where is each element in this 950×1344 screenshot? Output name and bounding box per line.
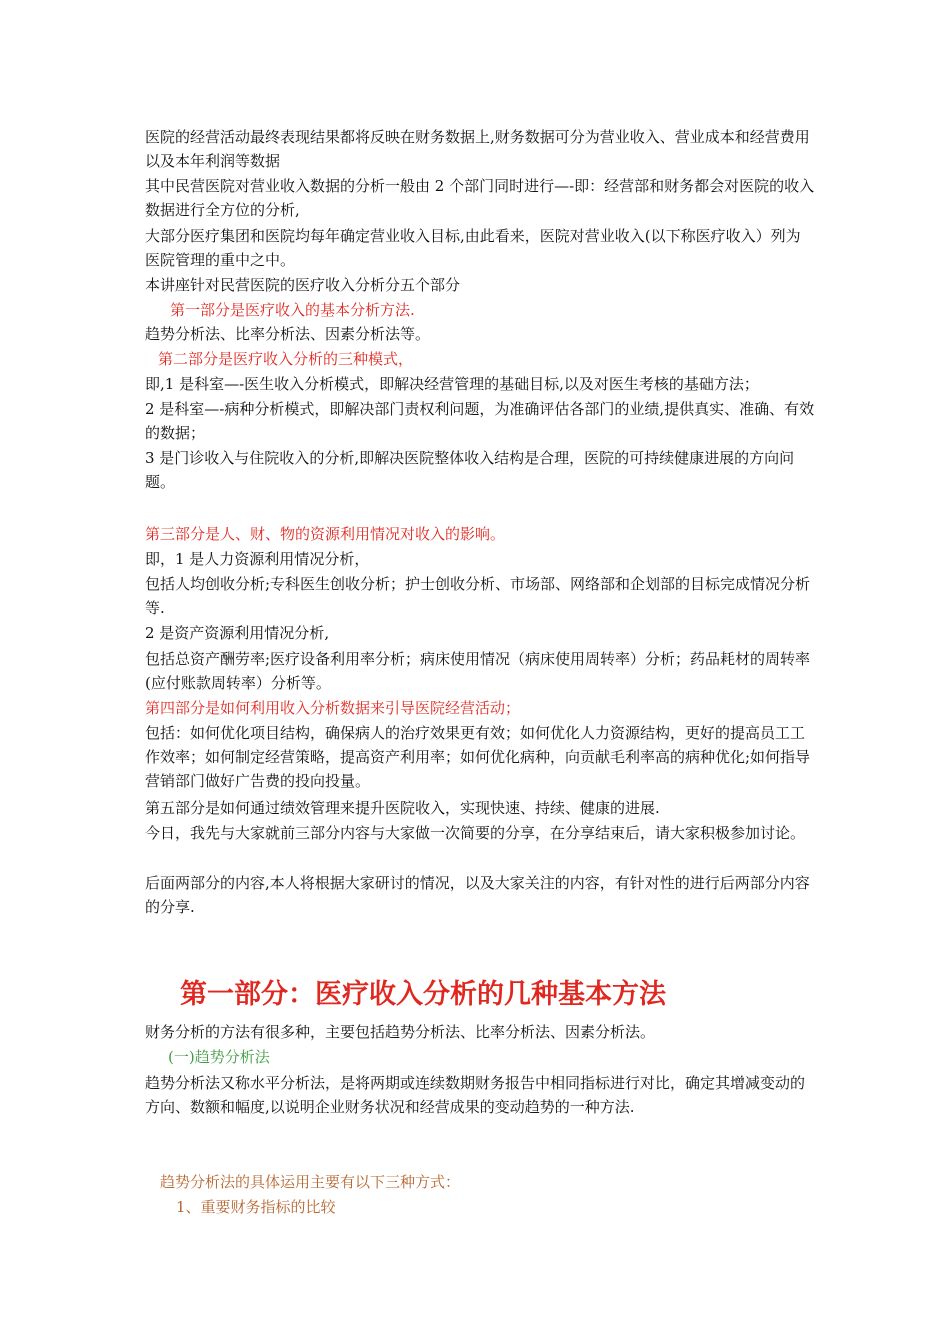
paragraph-hr-details: 包括人均创收分析;专科医生创收分析；护士创收分析、市场部、网络部和企划部的目标完成情况分析等. [145, 575, 811, 617]
paragraph-asset-details: 包括总资产酬劳率;医疗设备利用率分析；病床使用情况（病床使用周转率）分析；药品耗材的周转率(应付账款周转率）分析等。 [145, 650, 811, 692]
part-five-title: 第五部分是如何通过绩效管理来提升医院收入，实现快速、持续、健康的进展. [145, 799, 660, 817]
part-three-title: 第三部分是人、财、物的资源利用情况对收入的影响。 [145, 525, 506, 543]
paragraph-methods: 趋势分析法、比率分析法、因素分析法等。 [145, 325, 431, 343]
paragraph-mode-two: 2 是科室—-病种分析模式，即解决部门责权利问题，为准确评估各部门的业绩,提供真实、准确、有效的数据； [145, 400, 815, 442]
part-four-title: 第四部分是如何利用收入分析数据来引导医院经营活动； [145, 699, 521, 717]
part-one-title: 第一部分是医疗收入的基本分析方法. [170, 301, 415, 319]
item-important-indicators: 1、重要财务指标的比较 [176, 1198, 336, 1216]
paragraph-mode-three: 3 是门诊收入与住院收入的分析,即解决医院整体收入结构是合理，医院的可持续健康进展的方向问题。 [145, 449, 795, 491]
section-heading: 第一部分：医疗收入分析的几种基本方法 [180, 979, 666, 1010]
paragraph-financial-methods: 财务分析的方法有很多种，主要包括趋势分析法、比率分析法、因素分析法。 [145, 1023, 656, 1041]
paragraph-analysis-departments: 其中民营医院对营业收入数据的分析一般由 2 个部门同时进行—-即：经营部和财务都会对医院的收入数据进行全方位的分析, [145, 177, 815, 219]
paragraph-revenue-target: 大部分医疗集团和医院均每年确定营业收入目标,由此看来，医院对营业收入(以下称医疗收入）列为医院管理的重中之中。 [145, 227, 801, 269]
paragraph-intro: 医院的经营活动最终表现结果都将反映在财务数据上,财务数据可分为营业收入、营业成本和经营费用以及本年利润等数据 [145, 128, 810, 170]
paragraph-mode-one: 即,1 是科室—-医生收入分析模式，即解决经营管理的基础目标,以及对医生考核的基础方法； [145, 375, 759, 393]
paragraph-five-parts: 本讲座针对民营医院的医疗收入分析分五个部分 [145, 276, 461, 294]
paragraph-trend-definition: 趋势分析法又称水平分析法，是将两期或连续数期财务报告中相同指标进行对比，确定其增减变动的方向、数额和幅度,以说明企业财务状况和经营成果的变动趋势的一种方法. [145, 1074, 806, 1116]
paragraph-human-resources: 即，1 是人力资源利用情况分析， [145, 550, 370, 568]
part-two-title: 第二部分是医疗收入分析的三种模式， [158, 350, 414, 368]
paragraph-today: 今日，我先与大家就前三部分内容与大家做一次简要的分享，在分享结束后，请大家积极参加讨论。 [145, 824, 806, 842]
paragraph-later-parts: 后面两部分的内容,本人将根据大家研讨的情况，以及大家关注的内容，有针对性的进行后两部分内容的分享. [145, 874, 810, 916]
paragraph-trend-ways: 趋势分析法的具体运用主要有以下三种方式： [160, 1173, 461, 1191]
paragraph-asset-resources: 2 是资产资源利用情况分析, [145, 624, 330, 642]
paragraph-part-four-details: 包括：如何优化项目结构，确保病人的治疗效果更有效；如何优化人力资源结构，更好的提高员工工作效率；如何制定经营策略，提高资产利用率；如何优化病种，向贡献毛利率高的病种优化;如何指导营销部门做好广告费的投向投量。 [145, 724, 811, 790]
subsection-trend-analysis: (一)趋势分析法 [168, 1048, 270, 1066]
